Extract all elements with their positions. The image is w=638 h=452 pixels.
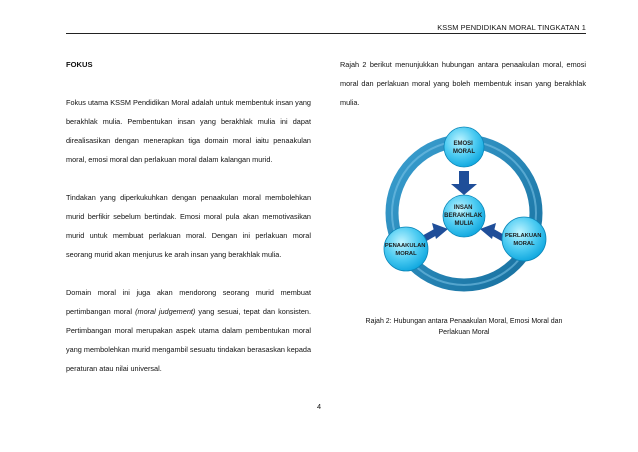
- node-insan-line-3: MULIA: [454, 221, 474, 227]
- node-penaakulan-moral: [384, 227, 428, 271]
- node-perlakuan-line-1: PERLAKUAN: [504, 233, 542, 239]
- node-perlakuan-line-2: MORAL: [513, 241, 535, 247]
- header-rule: [66, 33, 586, 34]
- paragraph-3-part-a: Domain moral ini juga akan mendorong seorang murid membuat pertimbangan moral: [66, 288, 311, 316]
- node-emosi-moral: [444, 127, 484, 167]
- node-penaakulan-line-1: PENAAKULAN: [384, 243, 426, 249]
- section-heading: FOKUS: [66, 60, 93, 69]
- figure-intro: Rajah 2 berikut menunjukkan hubungan antara penaakulan moral, emosi moral dan perlakuan moral yang boleh membentuk insan yang berakhlak mulia.: [340, 60, 586, 107]
- left-column: [66, 55, 311, 397]
- moral-domain-diagram: [366, 125, 562, 295]
- paragraph-3-emphasis: (moral judgement): [135, 307, 196, 316]
- node-emosi-line-2: MORAL: [453, 149, 475, 155]
- paragraph-1: Fokus utama KSSM Pendidikan Moral adalah untuk membentuk insan yang berakhlak mulia. Pembentukan insan yang berakhlak mulia ini dapat direalisasikan dengan menerapkan tiga domain moral iaitu penaakulan moral, emosi moral dan perlakuan moral dalam kalangan murid.: [66, 98, 311, 164]
- node-penaakulan-line-2: MORAL: [395, 251, 417, 257]
- node-emosi-line-1: EMOSI: [453, 141, 473, 147]
- page-number: 4: [316, 402, 322, 411]
- page-header: KSSM PENDIDIKAN MORAL TINGKATAN 1: [437, 23, 586, 32]
- paragraph-3-part-b: yang sesuai, tepat dan konsisten. Pertimbangan moral merupakan aspek utama dalam pembentukan moral yang membolehkan murid mengambil sesuatu tindakan berasaskan kepada peraturan atau nilai universal.: [66, 307, 311, 373]
- paragraph-3: [66, 283, 311, 378]
- node-insan-berakhlak-mulia: [443, 195, 485, 237]
- node-insan-line-1: INSAN: [453, 205, 473, 211]
- arrow-top-to-center: [451, 171, 477, 195]
- node-insan-line-2: BERAKHLAK: [444, 213, 483, 219]
- paragraph-2: Tindakan yang diperkukuhkan dengan penaakulan moral membolehkan murid berfikir sebelum bertindak. Emosi moral pula akan memotivasikan murid untuk membuat perlakuan moral. Dengan ini perlakuan moral seorang murid akan menjurus ke arah insan yang berakhlak mulia.: [66, 193, 311, 259]
- node-perlakuan-moral: [502, 217, 546, 261]
- right-column: [340, 55, 586, 112]
- figure-caption: Rajah 2: Hubungan antara Penaakulan Moral, Emosi Moral dan Perlakuan Moral: [365, 318, 563, 336]
